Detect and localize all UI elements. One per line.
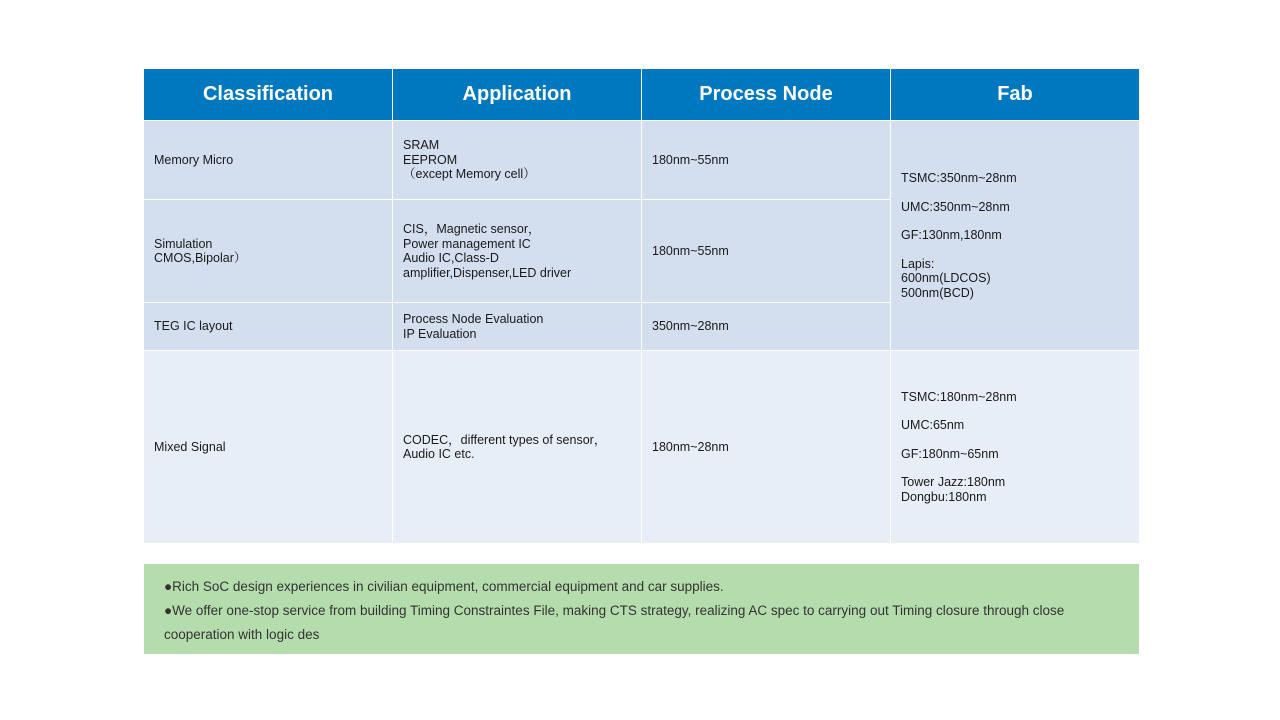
- fab-group-2-line-4: Tower Jazz:180nm Dongbu:180nm: [901, 475, 1006, 504]
- fab-group-2: [891, 351, 1139, 543]
- fab-group-1-line-2: UMC:350nm~28nm: [901, 199, 1010, 214]
- row-2-process-node: 180nm~55nm: [642, 200, 890, 302]
- row-4-process-node: 180nm~28nm: [642, 351, 890, 543]
- fab-group-1-line-1: TSMC:350nm~28nm: [901, 171, 1017, 185]
- fab-group-2-line-1: TSMC:180nm~28nm: [901, 389, 1017, 404]
- notes-box: [144, 564, 1139, 654]
- note-line-1: ●Rich SoC design experiences in civilian equipment, commercial equipment and car supplies.: [164, 579, 724, 594]
- fab-group-1-line-4: Lapis: 600nm(LDCOS) 500nm(BCD): [901, 256, 991, 300]
- header-classification: Classification: [144, 69, 392, 120]
- row-3-process-node: 350nm~28nm: [642, 303, 890, 350]
- note-line-2: ●We offer one-stop service from building Timing Constraintes File, making CTS strategy, realizing AC spec to carrying out Timing closure through close cooperation with logic des: [164, 603, 1065, 642]
- row-3-application: Process Node Evaluation IP Evaluation: [393, 303, 641, 350]
- header-application: Application: [393, 69, 641, 120]
- row-3-classification: TEG IC layout: [144, 303, 392, 350]
- row-4-application: CODEC，different types of sensor， Audio IC etc.: [393, 351, 641, 543]
- row-1-application: SRAM EEPROM （except Memory cell）: [393, 121, 641, 199]
- fab-group-1-line-3: GF:130nm,180nm: [901, 228, 1002, 242]
- row-2-classification: Simulation CMOS,Bipolar）: [144, 200, 392, 302]
- row-1-process-node: 180nm~55nm: [642, 121, 890, 199]
- fab-group-2-line-3: GF:180nm~65nm: [901, 446, 999, 461]
- fab-group-1: [891, 121, 1139, 350]
- row-1-classification: Memory Micro: [144, 121, 392, 199]
- fab-group-2-line-2: UMC:65nm: [901, 418, 965, 433]
- header-fab: Fab: [891, 69, 1139, 120]
- row-2-application: CIS，Magnetic sensor， Power management IC Audio IC,Class-D amplifier,Dispenser,LED driver: [393, 200, 641, 302]
- row-4-classification: Mixed Signal: [144, 351, 392, 543]
- header-process-node: Process Node: [642, 69, 890, 120]
- capability-table: [144, 69, 1139, 545]
